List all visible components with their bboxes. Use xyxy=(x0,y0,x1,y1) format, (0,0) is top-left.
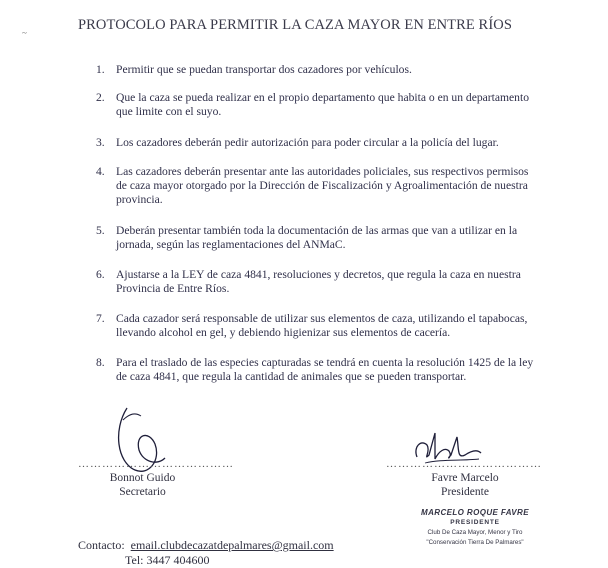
item-number: 6. xyxy=(96,268,105,281)
item-text: Para el traslado de las especies capturadas se tendrá en cuenta la resolución 1425 de la ley de caza 4841, que regula la cantidad de animales que se pueden transportar. xyxy=(116,356,534,384)
corner-mark-icon: ~ xyxy=(22,28,27,38)
document-title: PROTOCOLO PARA PERMITIR LA CAZA MAYOR EN ENTRE RÍOS xyxy=(78,17,512,33)
signatory-right-role: Presidente xyxy=(441,486,489,498)
contact-email-link[interactable]: email.clubdecazatdepalmares@gmail.com xyxy=(130,538,334,552)
item-number: 1. xyxy=(96,63,105,76)
list-item xyxy=(96,91,536,119)
club-stamp xyxy=(400,508,550,548)
stamp-name: MARCELO ROQUE FAVRE xyxy=(421,508,529,517)
item-text: Las cazadores deberán presentar ante las autoridades policiales, sus respectivos permisos de caza mayor otorgado por la Dirección de Fiscalización y Agroalimentación de nuestra provincia. xyxy=(116,165,529,207)
list-item xyxy=(96,268,536,296)
signatory-right-name: Favre Marcelo xyxy=(431,472,499,484)
list-item xyxy=(96,63,536,77)
item-number: 2. xyxy=(96,91,105,104)
stamp-role: PRESIDENTE xyxy=(450,519,500,526)
item-text: Deberán presentar también toda la documentación de las armas que van a utilizar en la jornada, según las reglamentaciones del ANMaC. xyxy=(116,224,518,252)
item-text: Que la caza se pueda realizar en el propio departamento que habita o en un departamento que limite con el suyo. xyxy=(116,91,529,119)
item-number: 3. xyxy=(96,136,105,149)
item-number: 8. xyxy=(96,356,105,369)
list-item xyxy=(96,356,536,384)
item-number: 4. xyxy=(96,165,105,178)
stamp-club: Club De Caza Mayor, Menor y Tiro xyxy=(427,529,523,536)
item-text: Ajustarse a la LEY de caza 4841, resoluciones y decretos, que regula la caza en nuestra Provincia de Entre Ríos. xyxy=(116,268,521,296)
item-text: Los cazadores deberán pedir autorización para poder circular a la policía del lugar. xyxy=(116,136,499,149)
signatory-left-role: Secretario xyxy=(119,486,166,498)
contact-phone: Tel: 3447 404600 xyxy=(125,553,210,567)
list-item xyxy=(96,136,536,150)
list-item xyxy=(96,224,536,252)
contact-line xyxy=(78,538,334,553)
signatory-left-name: Bonnot Guido xyxy=(109,472,176,484)
contact-label: Contacto: xyxy=(78,538,125,552)
list-item xyxy=(96,165,536,208)
signature-line-right: ………………………………… xyxy=(386,458,542,470)
item-number: 7. xyxy=(96,312,105,325)
signature-line-left: ………………………………… xyxy=(78,458,234,470)
item-text: Cada cazador será responsable de utilizar sus elementos de caza, utilizando el tapabocas, llevando alcohol en gel, y debiendo higienizar sus elementos de cacería. xyxy=(116,312,528,340)
list-item xyxy=(96,312,536,340)
item-text: Permitir que se puedan transportar dos cazadores por vehículos. xyxy=(116,63,412,76)
stamp-motto: "Conservación Tierra De Palmares" xyxy=(426,539,524,546)
item-number: 5. xyxy=(96,224,105,237)
